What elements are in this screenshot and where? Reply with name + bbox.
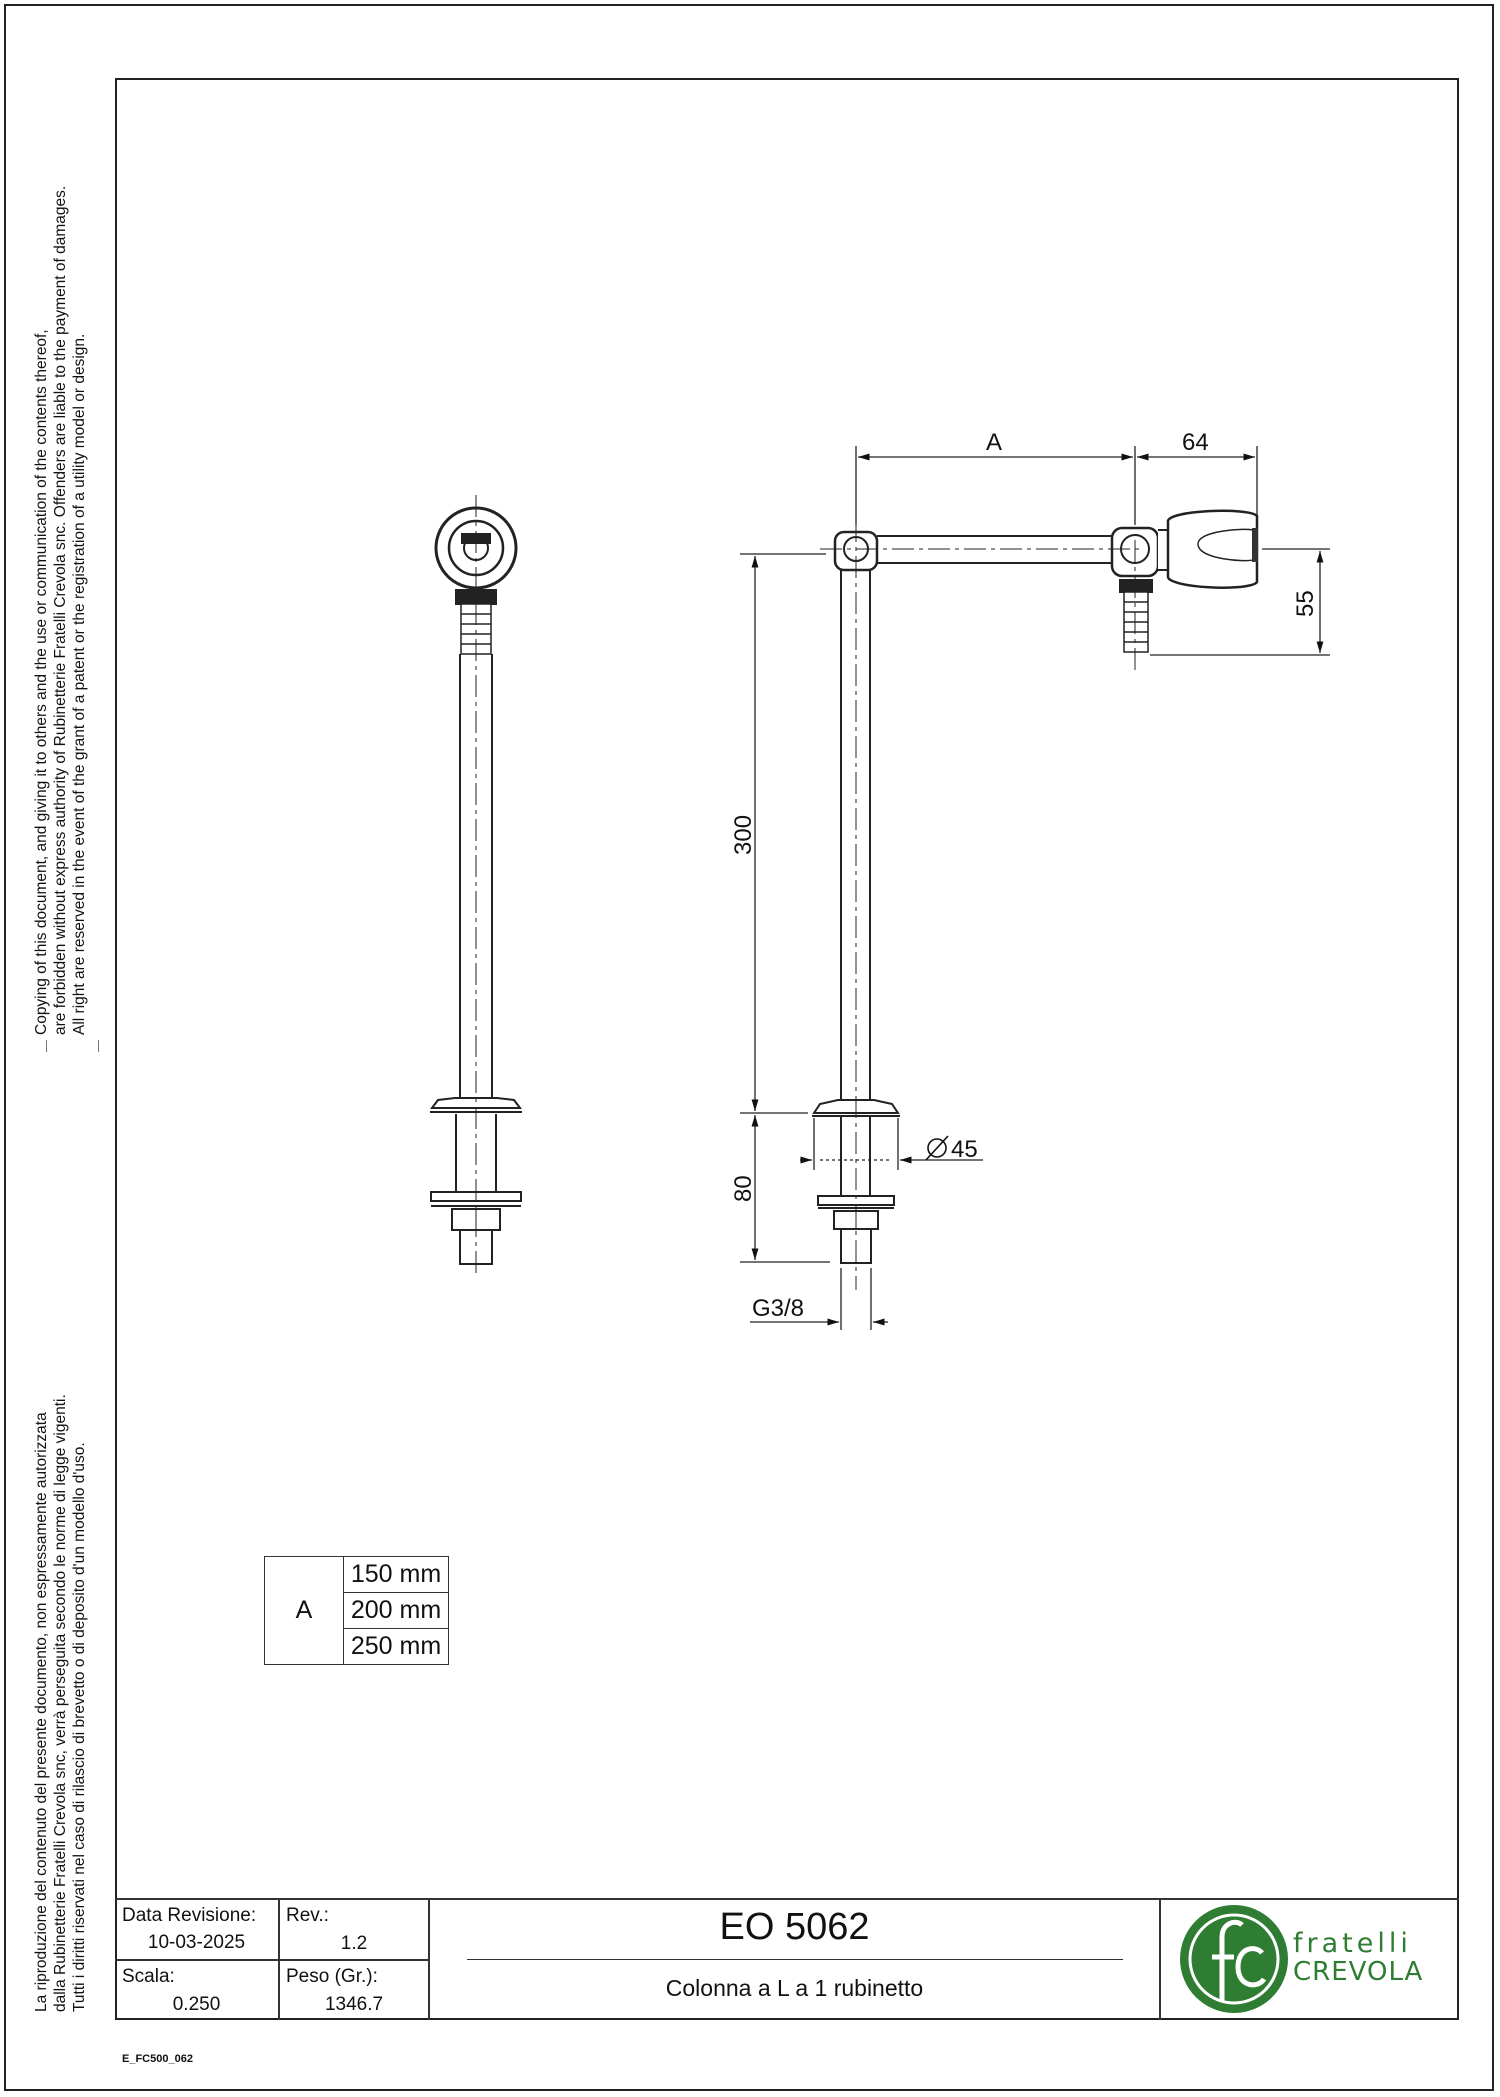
date-revision-value: 10-03-2025 — [147, 1932, 246, 1953]
variant-value-2: 200 mm — [344, 1593, 449, 1629]
center-lines — [820, 520, 1140, 1290]
legal-italian-line-3: Tutti i diritti riservati nel caso di rilascio di brevetto o di deposito d'un modello d'uso. — [71, 1442, 88, 2012]
weight-value: 1346.7 — [324, 1994, 384, 2015]
company-logo — [1176, 1901, 1296, 2021]
product-code: EO 5062 — [719, 1906, 870, 1948]
date-revision-label: Data Revisione: — [122, 1905, 257, 1926]
scale-label: Scala: — [122, 1966, 175, 1987]
dim-55-label: 55 — [1292, 590, 1319, 617]
dim-300-label: 300 — [730, 814, 757, 855]
legal-english-line-1: Copying of this document, and giving it to others and the use or communication of the contents thereof, — [33, 329, 50, 1035]
dim-80-label: 80 — [730, 1175, 757, 1202]
variant-value-3: 250 mm — [344, 1629, 449, 1665]
dim-thread-label: G3/8 — [752, 1295, 805, 1322]
file-code: E_FC500_062 — [122, 2053, 193, 2065]
legal-english-line-2: are forbidden without express authority of Rubinetterie Fratelli Crevola snc. Offenders are liable to the payment of damages. — [52, 185, 69, 1035]
scale-value: 0.250 — [172, 1994, 221, 2015]
logo-line-2: CREVOLA — [1293, 1957, 1424, 1987]
product-description: Colonna a L a 1 rubinetto — [665, 1975, 924, 2001]
dim-a-label: A — [986, 429, 1003, 456]
weight-label: Peso (Gr.): — [286, 1966, 378, 1987]
legal-italian-line-2: dalla Rubinetterie Fratelli Crevola snc, verrà perseguita secondo le norme di legge vigenti. — [52, 1394, 69, 2012]
logo-line-1: fratelli — [1293, 1928, 1412, 1959]
side-view — [430, 495, 522, 1278]
title-block — [115, 1898, 1459, 2020]
tap-collar — [1158, 530, 1168, 570]
front-view — [812, 511, 1258, 1263]
tap-thread — [1120, 580, 1152, 592]
variant-value-1: 150 mm — [344, 1557, 449, 1593]
tap-hose-barb — [1124, 592, 1148, 652]
diameter-symbol-icon — [926, 1136, 948, 1160]
variants-key: A — [265, 1557, 344, 1665]
variants-table — [264, 1556, 449, 1665]
revision-label: Rev.: — [286, 1905, 329, 1926]
dim-64-label: 64 — [1182, 429, 1209, 456]
tap-handle — [1168, 511, 1257, 588]
table-row — [265, 1557, 449, 1593]
revision-value: 1.2 — [340, 1933, 368, 1954]
legal-italian-line-1: La riproduzione del contenuto del presente documento, non espressamente autorizzata — [33, 1412, 50, 2012]
dim-diameter-label: 45 — [951, 1136, 978, 1163]
legal-english-line-3: All right are reserved in the event of the grant of a patent or the registration of a utility model or design. — [71, 333, 88, 1035]
